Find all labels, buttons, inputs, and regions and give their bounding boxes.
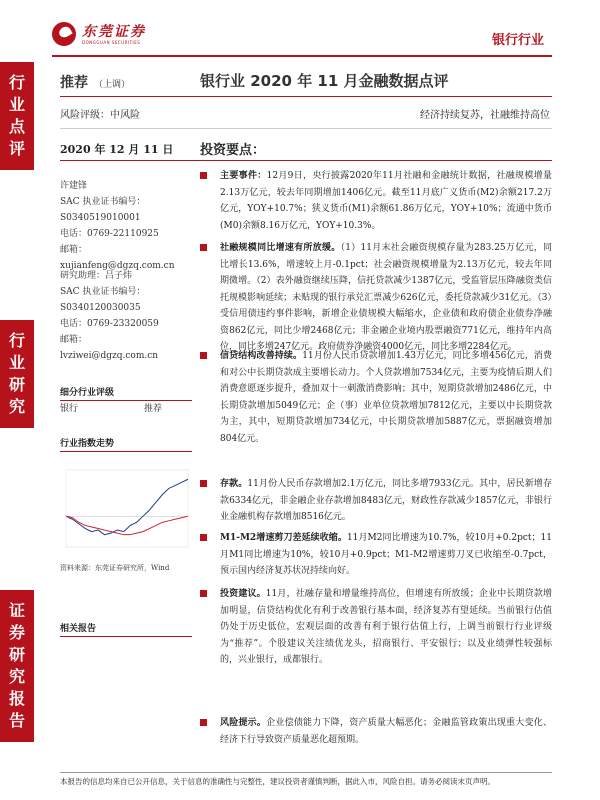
sub-industry-title: 细分行业评级 <box>60 385 192 401</box>
page-header <box>0 0 600 62</box>
paragraph-lead: M1-M2增速剪刀差延续收缩。 <box>220 533 347 543</box>
bullet-icon <box>200 244 207 251</box>
index-trend-chart <box>60 462 192 557</box>
report-title: 银行业 2020 年 11 月金融数据点评 <box>200 72 449 90</box>
analyst-email[interactable]: lvziwei@dgzq.com.cn <box>60 351 159 361</box>
side-tab-research <box>0 320 34 428</box>
chart-series-line-2 <box>66 516 188 534</box>
paragraph-lead: 主要事件： <box>220 171 267 181</box>
bullet-icon <box>200 719 207 726</box>
paragraph-credit-structure <box>200 348 552 447</box>
bullet-icon <box>200 590 207 597</box>
date-divider <box>60 160 552 161</box>
side-tab-review-text: 行 业 点 评 <box>8 73 25 158</box>
chart-frame <box>66 470 188 547</box>
paragraph-deposits <box>200 476 552 526</box>
related-reports-title: 相关报告 <box>60 621 192 637</box>
risk-rating: 风险评级：中风险 <box>60 110 140 121</box>
paragraph-text: （1）11月末社会融资规模存量为283.25万亿元，同比增长13.6%，增速较上月-0.1pct；社会融资规模增量为2.13万亿元，较去年同期微增。（2）表外融资继续压降，信托贷款减少1387亿元，受监管层压降融资类信托规模影响延续；未贴现的银行承兑汇票减少626亿元，委托贷款减少31亿元。（3）受信用债违约事件影响，新增企业债规模大幅缩水，企业债和政府债企业债券净融资862亿元，同比少增2468亿元；非金融企业境内股票融资771亿元，维持年内高位，同比多增247亿元。政府债券净融资4000亿元，同比多增2284亿元。 <box>220 243 552 352</box>
analyst-line: 许建锋 <box>60 181 88 191</box>
logo-name-en: DONGGUAN SECURITIES <box>82 39 141 45</box>
subtitle-divider <box>60 128 552 129</box>
analyst-line: S0340519010001 <box>60 213 141 223</box>
sub-industry-rating: 推荐 <box>143 404 162 414</box>
chart-source: 资料来源：东莞证券研究所，Wind <box>60 564 170 572</box>
paragraph-risk-warning <box>200 715 552 748</box>
header-divider <box>52 55 552 57</box>
paragraph-text: 12月9日，央行披露2020年11月社融和金融统计数据，社融规模增量2.13万亿元，较去年同期增加1406亿元。截至11月底广义货币(M2)余额217.2万亿元，YOY+10.7%；狭义货币(M1)余额61.86万亿元，YOY+10%；流通中货币(M0)余额8.16万亿元，YOY+10.3%。 <box>220 171 552 231</box>
analyst-line: 研究助理：吕子炜 <box>60 271 133 281</box>
rating-label: 推荐 <box>60 75 88 91</box>
rating-block <box>60 72 130 92</box>
bullet-icon <box>200 480 207 487</box>
paragraph-lead: 信贷结构改善持续。 <box>220 351 303 361</box>
analyst-line: 电话：0769-22110925 <box>60 229 159 239</box>
key-points-heading: 投资要点： <box>200 143 266 158</box>
paragraph-m1-m2 <box>200 530 552 580</box>
bullet-icon <box>200 534 207 541</box>
analyst-block-1 <box>60 178 200 274</box>
company-logo <box>52 22 146 46</box>
paragraph-text: 11月M2同比增速为10.7%，较10月+0.2pct；11月M1同比增速为10%，较10月+0.9pct；M1-M2增速剪刀叉已收缩至-0.7pct，预示国内经济复苏状况持续向好。 <box>220 533 552 576</box>
side-tab-review <box>0 62 34 170</box>
analyst-line: SAC 执业证书编号： <box>60 197 146 207</box>
title-divider <box>60 96 552 97</box>
report-subtitle: 经济持续复苏，社融维持高位 <box>420 110 550 121</box>
paragraph-lead: 风险提示。 <box>220 718 267 728</box>
bullet-icon <box>200 172 207 179</box>
analyst-block-2 <box>60 268 200 364</box>
bullet-icon <box>200 352 207 359</box>
side-tab-report <box>0 590 34 742</box>
paragraph-text: 企业偿债能力下降，资产质量大幅恶化；金融监管政策出现重大变化、经济下行导致资产质量恶化超预期。 <box>220 718 552 745</box>
sub-industry-name: 银行 <box>60 404 79 414</box>
paragraph-investment-advice <box>200 586 552 669</box>
report-date: 2020 年 12 月 11 日 <box>60 143 174 156</box>
paragraph-main-event <box>200 168 552 234</box>
footer-disclaimer: 本报告的信息均来自已公开信息，关于信息的准确性与完整性，建议投资者谨慎判断，据此入市，风险自担。请务必阅读末页声明。 <box>60 777 495 786</box>
analyst-line: S0340120030035 <box>60 303 141 313</box>
paragraph-lead: 投资建议。 <box>220 589 266 599</box>
sector-label: 银行行业 <box>491 33 544 48</box>
side-tab-report-text: 证 券 研 究 报 告 <box>8 601 25 730</box>
paragraph-lead: 社融规模同比增速有所放缓。 <box>220 243 341 253</box>
footer-divider <box>60 772 552 773</box>
analyst-line: SAC 执业证书编号： <box>60 287 146 297</box>
paragraph-lead: 存款。 <box>220 479 248 489</box>
rating-change: （上调） <box>94 80 131 90</box>
logo-icon <box>52 22 76 46</box>
side-tab-research-text: 行 业 研 究 <box>8 331 25 416</box>
analyst-line: 邮箱： <box>60 335 88 345</box>
paragraph-text: 11月份人民币贷款增加1.43万亿元，同比多增456亿元，消费和对公中长期贷款成主要增长动力。个人贷款增加7534亿元，主要为疫情后期人们消费意愿逐步提升，叠加双十一刺激消费影响；其中，短期贷款增加2486亿元，中长期贷款增加5049亿元；企（事）业单位贷款增加7812亿元，主要以中长期贷款为主，其中，短期贷款增加734亿元，中长期贷款增加5887亿元，票据融资增加804亿元。 <box>220 351 552 444</box>
sub-industry-row <box>60 401 192 414</box>
index-trend-title: 行业指数走势 <box>60 436 192 452</box>
paragraph-text: 11月份人民币存款增加2.1万亿元，同比多增7933亿元。其中，居民新增存款6334亿元，非金融企业存款增加8483亿元，财政性存款减少1857亿元，非银行业金融机构存款增加8516亿元。 <box>220 479 552 522</box>
chart-series-line-1 <box>66 479 188 534</box>
analyst-line: 电话：0769-23320059 <box>60 319 159 329</box>
paragraph-social-financing <box>200 240 552 356</box>
logo-name: 东莞证券 <box>82 23 146 40</box>
analyst-email[interactable]: 邮箱：xujianfeng@dgzq.com.cn <box>60 245 175 271</box>
paragraph-text: 11月，社融存量和增量维持高位，但增速有所放缓；企业中长期贷款增加明显，信贷结构优化有利于改善银行基本面，经济复苏有望延续。当前银行估值仍处于历史低位，宏观层面的改善有利于银行估值上行，上调当前银行行业评级为“推荐”。个股建议关注绩优龙头，招商银行、平安银行；以及业绩弹性较强标的，兴业银行，成都银行。 <box>220 589 552 665</box>
